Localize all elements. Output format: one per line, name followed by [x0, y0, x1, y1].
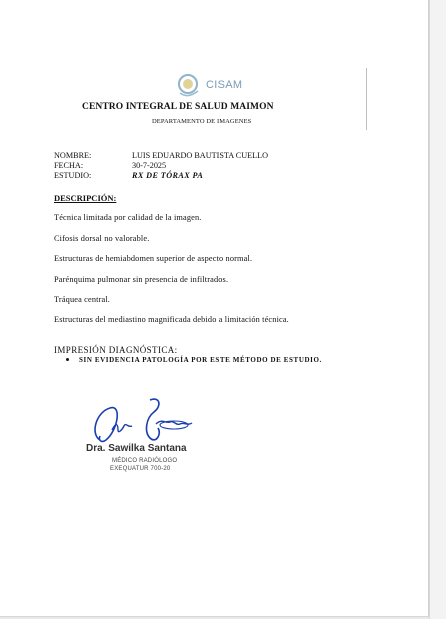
handwritten-signature — [88, 394, 198, 446]
date-row — [54, 161, 166, 170]
description-line: Técnica limitada por calidad de la imagen. — [54, 213, 202, 222]
study-label: ESTUDIO: — [54, 171, 92, 180]
logo-text: CISAM — [206, 79, 243, 91]
name-label: NOMBRE: — [54, 151, 92, 160]
doctor-license: EXEQUATUR 700-20 — [110, 466, 171, 472]
date-value: 30-7-2025 — [132, 161, 167, 170]
description-line: Estructuras del mediastino magnificada debido a limitación técnica. — [54, 315, 289, 324]
name-value: LUIS EDUARDO BAUTISTA CUELLO — [132, 151, 269, 160]
header-divider — [366, 68, 367, 130]
study-row — [54, 171, 203, 180]
doctor-title: MÉDICO RADIÓLOGO — [112, 458, 178, 464]
doctor-name: Dra. Sawilka Santana — [86, 443, 187, 454]
description-line: Estructuras de hemiabdomen superior de aspecto normal. — [54, 254, 253, 263]
vertical-scrollbar[interactable] — [429, 0, 446, 619]
institution-title: CENTRO INTEGRAL DE SALUD MAIMON — [82, 102, 274, 112]
impression-item — [66, 356, 322, 364]
department-title: DEPARTAMENTO DE IMAGENES — [152, 118, 252, 125]
description-line: Cifosis dorsal no valorable. — [54, 234, 150, 243]
study-value: RX DE TÓRAX PA — [132, 171, 204, 180]
impression-text: SIN EVIDENCIA PATOLOGÍA POR ESTE MÉTODO DE ESTUDIO. — [79, 356, 322, 364]
bullet-icon — [66, 358, 69, 361]
description-heading: DESCRIPCIÓN: — [54, 193, 117, 203]
impression-heading: IMPRESIÓN DIAGNÓSTICA: — [54, 345, 178, 355]
description-line: Parénquima pulmonar sin presencia de infiltrados. — [54, 275, 229, 284]
description-line: Tráquea central. — [54, 295, 111, 304]
date-label: FECHA: — [54, 161, 84, 170]
patient-name-row — [54, 151, 268, 160]
